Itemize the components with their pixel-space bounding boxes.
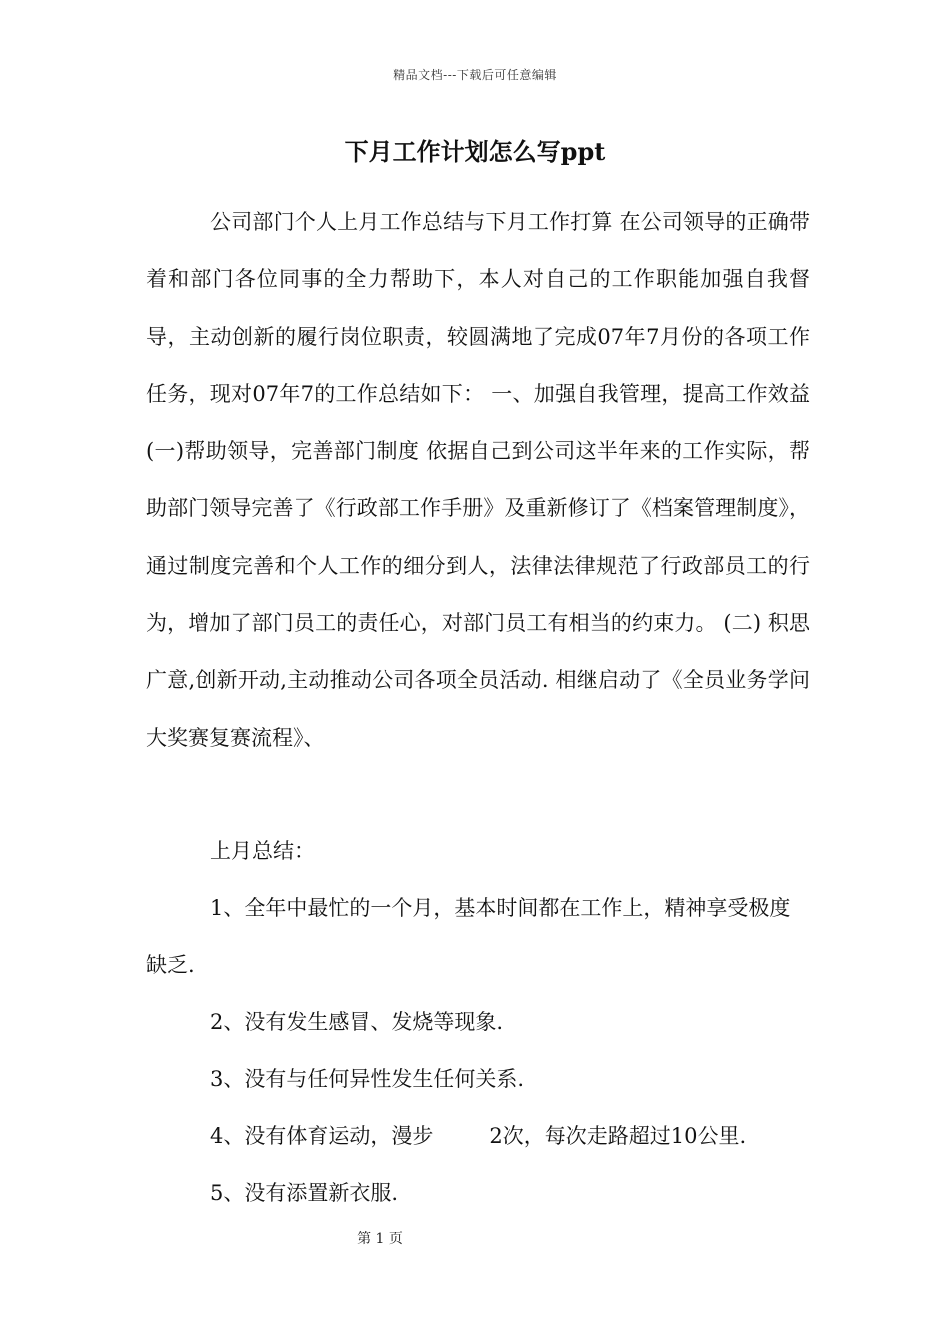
page-number: 第 1 页 — [357, 1231, 403, 1247]
list-item — [146, 1108, 874, 1165]
list-item: 5、没有添置新衣服. — [210, 1181, 399, 1205]
list-item-part: 2次，每次走路超过10公里. — [489, 1124, 747, 1148]
list-item: 2、没有发生感冒、发烧等现象. — [210, 1010, 504, 1034]
list-item: 3、没有与任何异性发生任何关系. — [210, 1067, 525, 1091]
summary-heading: 上月总结： — [210, 839, 315, 863]
list-item-part: 4、没有体育运动，漫步 — [210, 1124, 434, 1148]
list-item: 1、全年中最忙的一个月，基本时间都在工作上，精神享受极度缺乏. — [146, 896, 791, 977]
body-paragraph: 公司部门个人上月工作总结与下月工作打算 在公司领导的正确带着和部门各位同事的全力帮助下，本人对自己的工作职能加强自我督导，主动创新的履行岗位职责，较圆满地了完成07年7月份的各项工作任务，现对07年7的工作总结如下： 一、加强自我管理，提高工作效益 (一)帮助领导，完善部门制度 依据自己到公司这半年来的工作实际，帮助部门领导完善了《行政部工作手册》及重新修订了《档案管理制度》， 通过制度完善和个人工作的细分到人，法律法律规范了行政部员工的行为，增加了部门员工的责任心，对部门员工有相当的约束力。 (二) 积思广意,创新开动,主动推动公司各项全员活动. 相继启动了《全员业务学问大奖赛复赛流程》、 — [146, 210, 810, 750]
header-note: 精品文档---下载后可任意编辑 — [393, 68, 557, 82]
document-title: 下月工作计划怎么写ppt — [344, 137, 606, 166]
